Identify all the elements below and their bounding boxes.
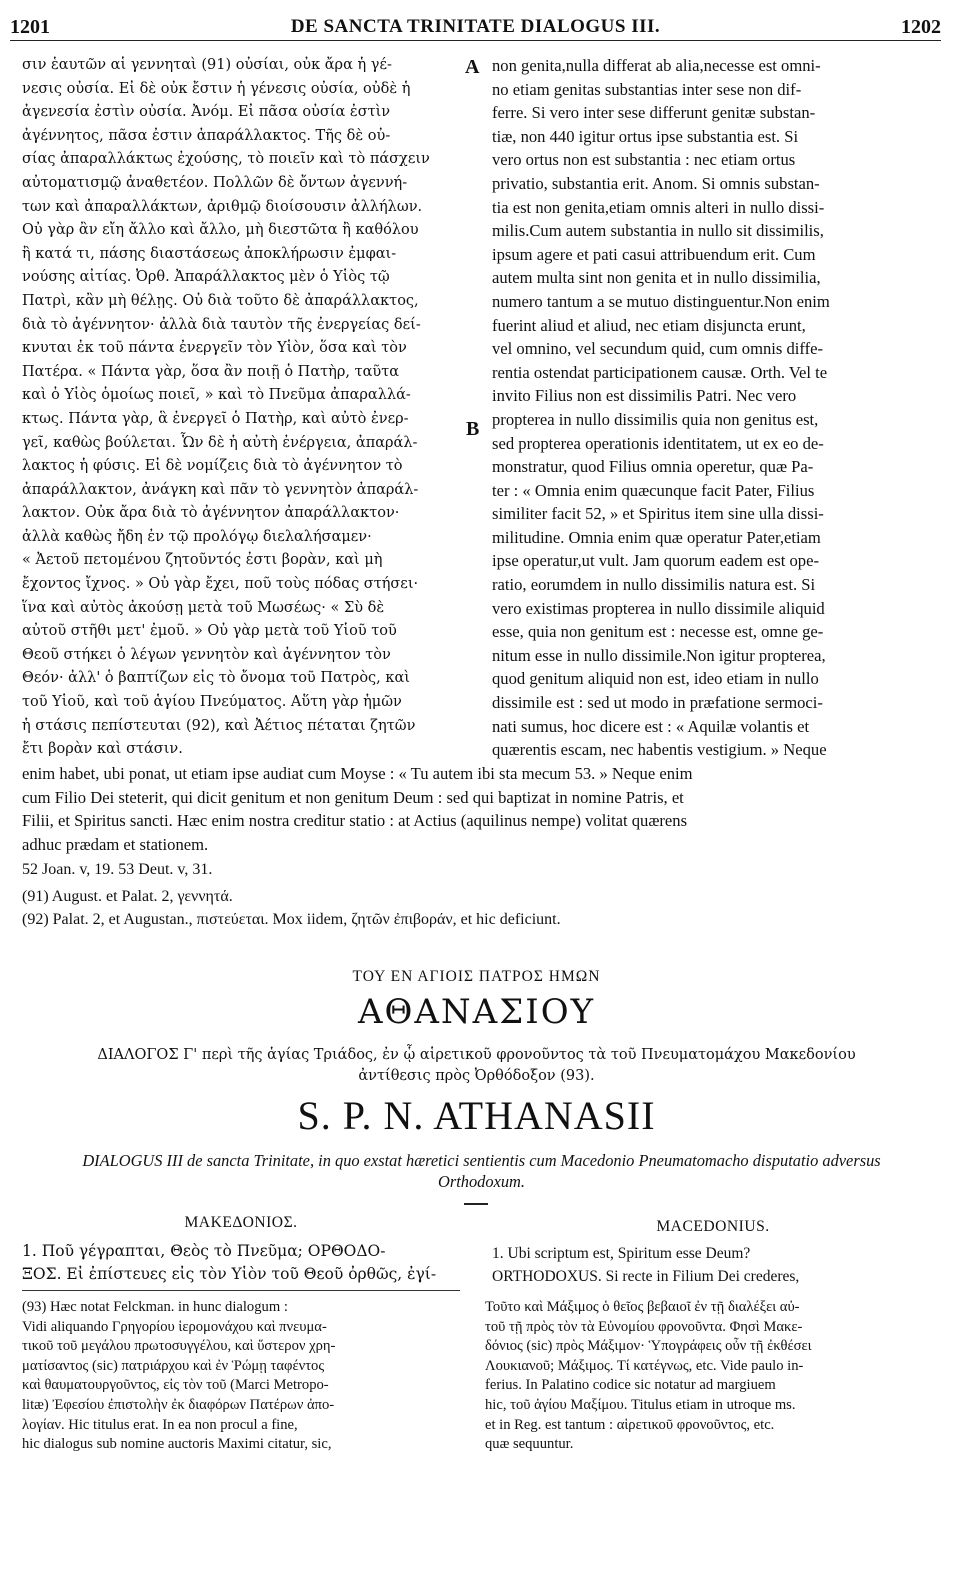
latin-text-line: vero existimas propterea in nullo dissimile aliquid xyxy=(492,598,825,618)
greek-text-line: των καὶ ἀπαραλλάκτων, ἀριθμῷ διοίσουσιν ἀλλήλων. xyxy=(22,198,423,215)
latin-text-line: vero ortus non est substantia : nec etiam ortus xyxy=(492,150,796,170)
greek-text-line: σίας ἀπαραλλάκτως ἐχούσης, τὸ ποιεῖν καὶ τὸ πάσχειν xyxy=(22,151,430,168)
greek-text-line: Θεόν· ἀλλ' ὁ βαπτίζων εἰς τὸ ὄνομα τοῦ Πατρὸς, καὶ xyxy=(22,670,410,687)
latin-text-line: propterea in nullo dissimilis quia non genitus est, xyxy=(492,409,819,429)
note-separator-left xyxy=(22,1290,460,1291)
full-text-line: Filii, et Spiritus sancti. Hæc enim nostra creditur statio : at Actius (aquilinus nempe) volitat quærens xyxy=(22,811,688,831)
footnote-93-line: ferius. In Palatino codice sic notatur ad margiuem xyxy=(485,1377,776,1394)
latin-text-line: quod genitum aliquid non est, ideo etiam in nullo xyxy=(492,669,819,689)
greek-text-line: ἀπαράλλακτον, ἀνάγκη καὶ πᾶν τὸ γεννητὸν ἀπαράλ- xyxy=(22,481,419,498)
greek-text-line: ἔχοντος ἴχνος. » Οὐ γὰρ ἔχει, ποῦ τοὺς πόδας στήσει· xyxy=(22,576,419,593)
heading-latin-description: DIALOGUS III de sancta Trinitate, in quo exstat hæretici sentientis cum Macedonio Pneumatomacho disputatio adversus Orthodoxum. xyxy=(82,1151,881,1191)
latin-text-line: autem multa sint non genita et in nullo dissimilia, xyxy=(492,268,821,288)
latin-text-line: ipsum agere et pati casui attribuendum erit. Cum xyxy=(492,244,816,264)
latin-text-line: milis.Cum autem substantia in nullo sit dissimilis, xyxy=(492,221,824,241)
footnote-93-line: Λουκιανοῦ; Μάξιμος. Τί κατέγνως, etc. Vide paulo in- xyxy=(485,1357,804,1374)
footnote-93-line: litæ) Ἐφεσίου ἐπιστολὴν ἐκ διαφόρων Πατέρων ἀπο- xyxy=(22,1396,335,1413)
latin-text-line: tia est non genita,etiam omnis alteri in nullo dissi- xyxy=(492,197,825,217)
latin-text-line: esse, quia non genitum est : necesse est, omne ge- xyxy=(492,622,824,642)
footnote-93-line: quæ sequuntur. xyxy=(485,1436,574,1453)
latin-text-line: sed propterea operationis identitatem, ut ex eo de- xyxy=(492,433,824,453)
greek-text-line: λακτον. Οὐκ ἄρα διὰ τὸ ἀγέννητον ἀπαράλλακτον· xyxy=(22,505,400,522)
running-title: DE SANCTA TRINITATE DIALOGUS III. xyxy=(290,16,661,37)
latin-text-line: numero tantum a se mutuo distinguentur.Non enim xyxy=(492,291,830,311)
greek-text-line: νεσις οὐσία. Εἰ δὲ οὐκ ἔστιν ἡ γένεσις οὐσία, οὐδὲ ἡ xyxy=(22,80,411,97)
latin-text-line: similiter facit 52, » et Spiritus item sine ulla dissi- xyxy=(492,504,824,524)
greek-column xyxy=(22,54,460,762)
latin-text-line: monstratur, quod Filius omnia operetur, quæ Pa- xyxy=(492,457,814,477)
speaker-greek: ΜΑΚΕΔΟΝΙΟΣ. xyxy=(184,1214,298,1231)
dialog-latin-line: ORTHODOXUS. Si recte in Filium Dei crederes, xyxy=(492,1268,800,1285)
latin-text-line: vel omnino, vel secundum quid, cum omnis diffe- xyxy=(492,339,824,359)
margin-mark-a: A xyxy=(465,56,480,78)
heading-latin-name: S. P. N. ATHANASII xyxy=(297,1093,656,1138)
footnote-93-line: τοῦ τῇ πρὸς τὸν τὰ Εὐνομίου φρονοῦντα. Φησὶ Μακε- xyxy=(485,1318,803,1335)
page-number-right: 1202 xyxy=(901,16,941,38)
footnote-93-right xyxy=(485,1298,937,1455)
heading-greek-name: ΑΘΑΝΑΣΙΟΥ xyxy=(357,992,596,1032)
greek-text-line: ἀγέννητος, πᾶσα ἐστιν ἀπαράλλακτος. Τῆς δὲ οὐ- xyxy=(22,127,391,144)
greek-text-line: κνυται ἐκ τοῦ πάντα ἐνεργεῖν τὸν Υἱὸν, ὅσα καὶ τὸν xyxy=(22,340,407,357)
page-number-left: 1201 xyxy=(10,16,50,38)
footnote-93-line: et in Reg. est tantum : αἱρετικοῦ φρονοῦντος, etc. xyxy=(485,1416,775,1433)
greek-text-line: γεῖ, καθὼς βούλεται. Ὧν δὲ ἡ αὐτὴ ἐνέργεια, ἀπαράλ- xyxy=(22,434,418,451)
latin-text-line: ferre. Si vero inter sese differunt genitæ substan- xyxy=(492,103,816,123)
reference-line: 52 Joan. v, 19. 53 Deut. v, 31. xyxy=(22,861,213,878)
footnote-line: (92) Palat. 2, et Augustan., πιστεύεται. Mox iidem, ζητῶν ἐπιβοράν, et hic deficiunt. xyxy=(22,911,561,928)
footnote-93-line: δόνιος (sic) πρὸς Μάξιμον· Ὑπογράφεις οὖν τῇ ἐκθέσει xyxy=(485,1338,812,1355)
latin-text-line: privatio, substantia erit. Anom. Si omnis substan- xyxy=(492,173,820,193)
greek-text-line: Πατρὶ, κἂν μὴ θέλῃς. Οὐ διὰ τοῦτο δὲ ἀπαράλλακτος, xyxy=(22,292,419,309)
dialog-greek xyxy=(22,1240,462,1286)
footnote-93-line: τικοῦ τοῦ μεγάλου πρωτοσυγγέλου, καὶ ὕστερον χρη- xyxy=(22,1338,336,1355)
greek-text-line: διὰ τὸ ἀγέννητον· ἀλλὰ διὰ ταυτὸν τῆς ἐνεργείας δεί- xyxy=(22,316,421,333)
greek-text-line: λακτος ἡ φύσις. Εἰ δὲ νομίζεις διὰ τὸ ἀγέννητον τὸ xyxy=(22,458,403,475)
greek-text-line: Οὐ γὰρ ἂν εἴη ἄλλο καὶ ἄλλο, μὴ διεστῶτα ἢ καθόλου xyxy=(22,222,419,239)
margin-mark-b: B xyxy=(466,418,480,440)
footnote-93-line: λογίαν. Hic titulus erat. In ea non procul a fine, xyxy=(22,1416,298,1433)
latin-text-line: non genita,nulla differat ab alia,necesse est omni- xyxy=(492,56,821,75)
greek-text-line: αὐτοματισμῷ ἀναθετέον. Πολλῶν δὲ ὄντων ἀγεννή- xyxy=(22,174,408,191)
footnote-93-line: καὶ θαυματουργοῦντος, εἰς τὸν τοῦ (Marci Metropo- xyxy=(22,1377,329,1394)
running-header xyxy=(10,10,941,41)
footnote-93-line: hic, τοῦ ἁγίου Μαξίμου. Titulus etiam in utroque ms. xyxy=(485,1396,796,1413)
latin-text-line: invito Filius non est dissimilis Patri. Nec vero xyxy=(492,386,797,406)
greek-text-line: ἀγενεσία ἐστὶν οὐσία. Ἀνόμ. Εἰ πᾶσα οὐσία ἐστὶν xyxy=(22,104,391,121)
footnote-line: (91) August. et Palat. 2, γεννητά. xyxy=(22,888,233,905)
latin-text-line: tiæ, non 440 igitur ortus ipse substantia est. Si xyxy=(492,126,799,146)
latin-text-line: fuerint aliud et aliud, nec etiam disjuncta erunt, xyxy=(492,315,806,335)
greek-text-line: νούσης αἰτίας. Ὀρθ. Ἀπαράλλακτος μὲν ὁ Υἱὸς τῷ xyxy=(22,269,390,286)
greek-text-line: κτως. Πάντα γὰρ, ἃ ἐνεργεῖ ὁ Πατὴρ, καὶ αὐτὸ ἐνερ- xyxy=(22,410,409,427)
full-width-paragraph xyxy=(22,762,933,856)
latin-text-line: ter : « Omnia enim quæcunque facit Pater, Filius xyxy=(492,480,815,500)
latin-text-line: quærentis escam, nec habentis vestigium. » Neque xyxy=(492,740,827,760)
greek-text-line: ἡ στάσις πεπίστευται (92), καὶ Ἀέτιος πέταται ζητῶν xyxy=(22,717,416,734)
greek-text-line: ἢ κατά τι, πάσης διαστάσεως ἀποκλήρωσιν ἐμφαι- xyxy=(22,245,397,262)
latin-text-line: nitum esse in nullo dissimile.Non igitur propterea, xyxy=(492,645,826,665)
heading-small: ΤΟΥ ΕΝ ΑΓΙΟΙΣ ΠΑΤΡΟΣ ΗΜΩΝ xyxy=(352,968,601,985)
latin-text-line: militudine. Omnia enim quæ operatur Pater,etiam xyxy=(492,527,821,547)
section-rule xyxy=(464,1203,488,1205)
latin-text-line: no etiam genitas substantias inter sese non dif- xyxy=(492,79,802,99)
dialog-latin-line: 1. Ubi scriptum est, Spiritum esse Deum? xyxy=(492,1245,751,1262)
dialog-greek-line: ΞΟΣ. Εἰ ἐπίστευες εἰς τὸν Υἱὸν τοῦ Θεοῦ ὀρθῶς, ἐγί- xyxy=(22,1265,437,1283)
greek-text-line: ἵνα καὶ αὐτὸς ἀκούσῃ μετὰ τοῦ Μωσέως· « Σὺ δὲ xyxy=(22,599,385,616)
latin-column xyxy=(492,54,934,762)
footnote-93-line: ματίσαντος (sic) πατριάρχου καὶ ἐν Ῥώμῃ ταφέντος xyxy=(22,1357,325,1374)
greek-text-line: σιν ἑαυτῶν αἱ γεννηταὶ (91) οὐσίαι, οὐκ ἄρα ἡ γέ- xyxy=(22,57,392,73)
latin-text-line: nati sumus, hoc dicere est : « Aquilæ volantis et xyxy=(492,716,810,736)
full-text-line: enim habet, ubi ponat, ut etiam ipse audiat cum Moyse : « Tu autem ibi sta mecum 53. » Neque enim xyxy=(22,764,693,783)
dialog-latin xyxy=(492,1242,934,1288)
greek-text-line: τοῦ Υἱοῦ, καὶ τοῦ ἁγίου Πνεύματος. Αὕτη γὰρ ἡμῶν xyxy=(22,694,402,711)
footnote-93-line: (93) Hæc notat Felckman. in hunc dialogum : xyxy=(22,1299,288,1315)
dialog-greek-line: 1. Ποῦ γέγραπται, Θεὸς τὸ Πνεῦμα; ΟΡΘΟΔΟ- xyxy=(22,1242,386,1260)
footnote-93-line: Τοῦτο καὶ Μάξιμος ὁ θεῖος βεβαιοῖ ἐν τῇ διαλέξει αὐ- xyxy=(485,1299,800,1315)
greek-text-line: Πατέρα. « Πάντα γὰρ, ὅσα ἂν ποιῇ ὁ Πατὴρ, ταῦτα xyxy=(22,363,400,380)
speaker-latin: MACEDONIUS. xyxy=(656,1218,770,1235)
heading-greek-description: ΔΙΑΛΟΓΟΣ Γ' περὶ τῆς ἁγίας Τριάδος, ἐν ᾧ αἱρετικοῦ φρονοῦντος τὰ τοῦ Πνευματομάχου Μακεδονίου ἀντίθεσις πρὸς Ὀρθόδοξον (93). xyxy=(97,1047,856,1084)
footnote-93-line: Vidi aliquando Γρηγορίου ἱερομονάχου καὶ πνευμα- xyxy=(22,1318,327,1335)
footnotes-top xyxy=(22,885,933,931)
greek-text-line: καὶ ὁ Υἱὸς ὁμοίως ποιεῖ, » καὶ τὸ Πνεῦμα ἀπαραλλά- xyxy=(22,387,411,404)
footnote-93-line: hic dialogus sub nomine auctoris Maximi citatur, sic, xyxy=(22,1436,332,1453)
greek-text-line: Θεοῦ στήκει ὁ λέγων γεννητὸν καὶ ἀγέννητον τὸν xyxy=(22,646,391,663)
latin-text-line: ipse operatur,ut vult. Jam quorum eadem est ope- xyxy=(492,551,819,571)
full-text-line: cum Filio Dei steterit, qui dicit genitum et non genitum Deum : sed qui baptizat in nomine Patris, et xyxy=(22,787,684,807)
footnote-93-left xyxy=(22,1298,462,1455)
latin-text-line: rentia ostendat participationem causæ. Orth. Vel te xyxy=(492,362,828,382)
full-text-line: adhuc prædam et stationem. xyxy=(22,834,209,854)
greek-text-line: ἀλλὰ καθὼς ἤδη ἐν τῷ προλόγῳ διελαλήσαμεν· xyxy=(22,528,372,545)
greek-text-line: ἔτι βορὰν καὶ στάσιν. xyxy=(22,741,183,758)
latin-text-line: ratio, eorumdem in nullo dissimilis natura est. Si xyxy=(492,575,816,595)
scripture-references xyxy=(22,858,933,881)
greek-text-line: αὐτοῦ στῆθι μετ' ἐμοῦ. » Οὐ γὰρ μετὰ τοῦ Υἱοῦ τοῦ xyxy=(22,623,397,640)
greek-text-line: « Ἀετοῦ πετομένου ζητοῦντός ἐστι βορὰν, καὶ μὴ xyxy=(22,552,383,569)
latin-text-line: dissimile est : sed ut modo in præfatione sermoci- xyxy=(492,693,823,713)
